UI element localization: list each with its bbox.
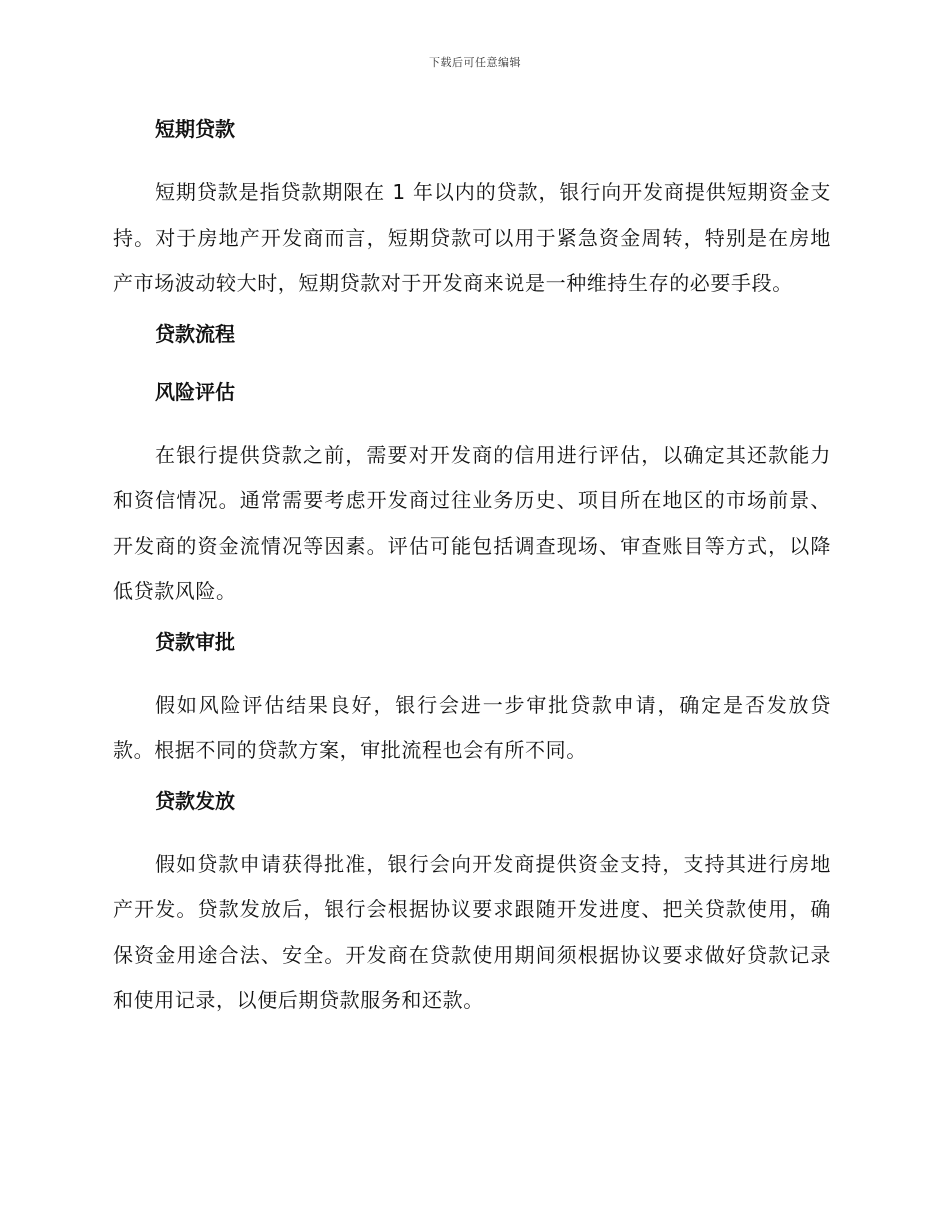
section-heading-loan-approval: 贷款审批 bbox=[155, 629, 235, 654]
header-note: 下载后可任意编辑 bbox=[429, 56, 521, 69]
section-heading-risk-assessment: 风险评估 bbox=[155, 379, 235, 404]
section-heading-loan-process: 贷款流程 bbox=[155, 321, 235, 346]
document-body bbox=[113, 112, 831, 1034]
section-heading-loan-disbursement: 贷款发放 bbox=[155, 788, 235, 813]
paragraph-loan-approval: 假如风险评估结果良好，银行会进一步审批贷款申请，确定是否发放贷款。根据不同的贷款方案，审批流程也会有所不同。 bbox=[113, 692, 831, 762]
paragraph-loan-disbursement: 假如贷款申请获得批准，银行会向开发商提供资金支持，支持其进行房地产开发。贷款发放后，银行会根据协议要求跟随开发进度、把关贷款使用，确保资金用途合法、安全。开发商在贷款使用期间须根据协议要求做好贷款记录和使用记录，以便后期贷款服务和还款。 bbox=[113, 851, 831, 1012]
section-heading-short-term-loan: 短期贷款 bbox=[155, 117, 235, 141]
paragraph-short-term-loan: 短期贷款是指贷款期限在 1 年以内的贷款，银行向开发商提供短期资金支持。对于房地产开发商而言，短期贷款可以用于紧急资金周转，特别是在房地产市场波动较大时，短期贷款对于开发商来说是一种维持生存的必要手段。 bbox=[113, 180, 831, 295]
paragraph-risk-assessment: 在银行提供贷款之前，需要对开发商的信用进行评估，以确定其还款能力和资信情况。通常需要考虑开发商过往业务历史、项目所在地区的市场前景、开发商的资金流情况等因素。评估可能包括调查现场、审查账目等方式，以降低贷款风险。 bbox=[113, 442, 831, 603]
